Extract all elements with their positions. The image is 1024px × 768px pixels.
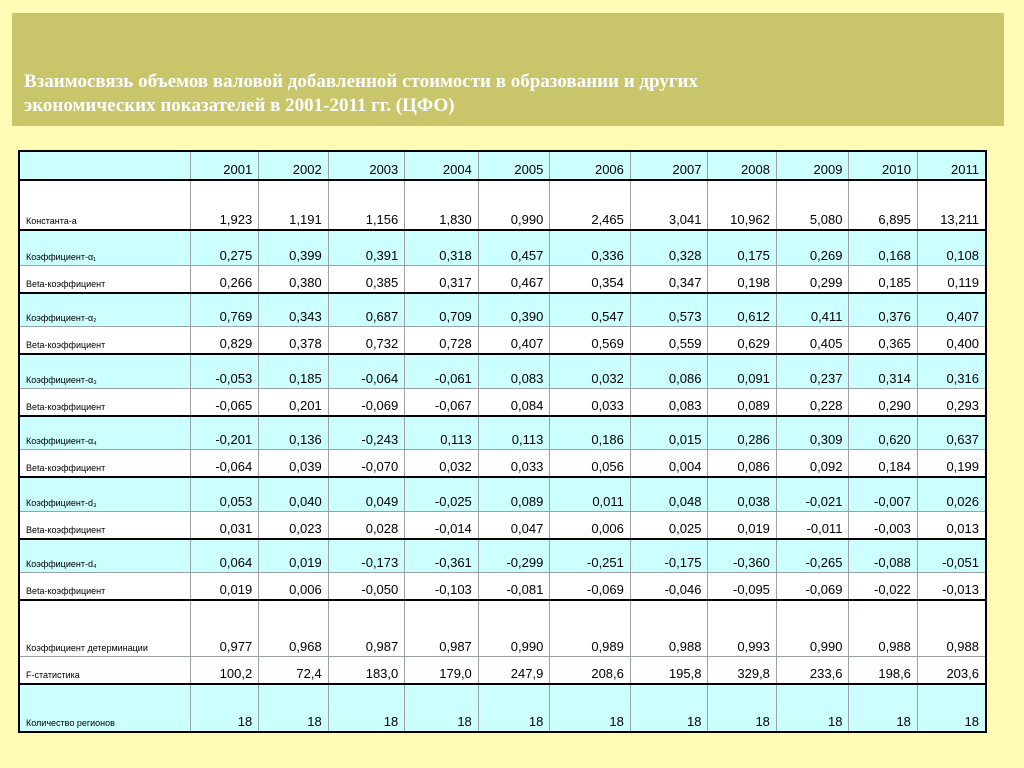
value-cell: -0,103	[405, 572, 479, 600]
value-cell: 0,199	[917, 449, 986, 477]
value-cell: 0,378	[259, 326, 329, 354]
value-cell: 0,732	[328, 326, 405, 354]
row-label: Коэффициент-α₄	[19, 416, 190, 449]
value-cell: 18	[190, 684, 258, 732]
title-line-2: экономических показателей в 2001-2011 гг. (ЦФО)	[24, 95, 455, 116]
value-cell: 203,6	[917, 656, 986, 684]
value-cell: 0,084	[478, 388, 550, 416]
row-label: Beta-коэффициент	[19, 449, 190, 477]
value-cell: -0,088	[849, 539, 917, 572]
value-cell: 0,092	[776, 449, 849, 477]
value-cell: -0,007	[849, 477, 917, 511]
table-row	[19, 388, 986, 416]
value-cell: 0,293	[917, 388, 986, 416]
value-cell: -0,051	[917, 539, 986, 572]
value-cell: 0,988	[849, 600, 917, 656]
value-cell: -0,201	[190, 416, 258, 449]
value-cell: 0,390	[478, 293, 550, 326]
value-cell: 1,923	[190, 180, 258, 230]
year-header: 2002	[259, 151, 329, 180]
row-label: Beta-коэффициент	[19, 511, 190, 539]
value-cell: -0,069	[550, 572, 631, 600]
value-cell: 233,6	[776, 656, 849, 684]
value-cell: 0,004	[630, 449, 708, 477]
value-cell: 72,4	[259, 656, 329, 684]
value-cell: 0,612	[708, 293, 776, 326]
value-cell: 179,0	[405, 656, 479, 684]
table-row	[19, 511, 986, 539]
table-row	[19, 230, 986, 265]
value-cell: 0,990	[478, 180, 550, 230]
value-cell: 0,136	[259, 416, 329, 449]
title-banner	[12, 13, 1004, 126]
value-cell: -0,013	[917, 572, 986, 600]
value-cell: 0,013	[917, 511, 986, 539]
value-cell: 1,156	[328, 180, 405, 230]
value-cell: 0,011	[550, 477, 631, 511]
value-cell: -0,050	[328, 572, 405, 600]
value-cell: -0,299	[478, 539, 550, 572]
value-cell: 0,314	[849, 354, 917, 388]
value-cell: 0,269	[776, 230, 849, 265]
value-cell: 0,184	[849, 449, 917, 477]
value-cell: 0,228	[776, 388, 849, 416]
value-cell: 0,006	[550, 511, 631, 539]
value-cell: 0,089	[478, 477, 550, 511]
value-cell: -0,069	[776, 572, 849, 600]
table-row	[19, 326, 986, 354]
value-cell: 0,119	[917, 265, 986, 293]
value-cell: 18	[776, 684, 849, 732]
value-cell: 0,637	[917, 416, 986, 449]
value-cell: 0,040	[259, 477, 329, 511]
row-label: Коэффициент-α₃	[19, 354, 190, 388]
row-label: Константа-а	[19, 180, 190, 230]
value-cell: 0,019	[708, 511, 776, 539]
value-cell: 0,266	[190, 265, 258, 293]
value-cell: -0,173	[328, 539, 405, 572]
value-cell: 0,048	[630, 477, 708, 511]
value-cell: 0,091	[708, 354, 776, 388]
year-header: 2004	[405, 151, 479, 180]
value-cell: 0,032	[550, 354, 631, 388]
value-cell: 0,405	[776, 326, 849, 354]
row-label: Коэффициент-α₂	[19, 293, 190, 326]
value-cell: 0,015	[630, 416, 708, 449]
value-cell: 0,023	[259, 511, 329, 539]
value-cell: 0,380	[259, 265, 329, 293]
value-cell: 0,006	[259, 572, 329, 600]
value-cell: 0,829	[190, 326, 258, 354]
table-row	[19, 449, 986, 477]
value-cell: 18	[405, 684, 479, 732]
value-cell: 0,400	[917, 326, 986, 354]
table-row	[19, 656, 986, 684]
value-cell: -0,021	[776, 477, 849, 511]
value-cell: 0,033	[478, 449, 550, 477]
value-cell: 0,391	[328, 230, 405, 265]
value-cell: 0,354	[550, 265, 631, 293]
value-cell: 0,108	[917, 230, 986, 265]
value-cell: -0,046	[630, 572, 708, 600]
value-cell: 0,376	[849, 293, 917, 326]
value-cell: 0,990	[776, 600, 849, 656]
value-cell: 0,385	[328, 265, 405, 293]
value-cell: -0,053	[190, 354, 258, 388]
value-cell: 0,968	[259, 600, 329, 656]
value-cell: 0,547	[550, 293, 631, 326]
value-cell: 0,039	[259, 449, 329, 477]
value-cell: 0,237	[776, 354, 849, 388]
value-cell: 0,185	[849, 265, 917, 293]
value-cell: 329,8	[708, 656, 776, 684]
row-label: Коэффициент-d₄	[19, 539, 190, 572]
table-row	[19, 477, 986, 511]
value-cell: 0,031	[190, 511, 258, 539]
title-line-1: Взаимосвязь объемов валовой добавленной стоимости в образовании и других	[24, 71, 698, 92]
value-cell: 18	[259, 684, 329, 732]
value-cell: -0,243	[328, 416, 405, 449]
table-header-row	[19, 151, 986, 180]
value-cell: -0,360	[708, 539, 776, 572]
value-cell: 247,9	[478, 656, 550, 684]
value-cell: 1,191	[259, 180, 329, 230]
value-cell: -0,011	[776, 511, 849, 539]
value-cell: 0,186	[550, 416, 631, 449]
row-label: Beta-коэффициент	[19, 326, 190, 354]
value-cell: 18	[708, 684, 776, 732]
value-cell: 0,032	[405, 449, 479, 477]
value-cell: -0,025	[405, 477, 479, 511]
value-cell: 0,687	[328, 293, 405, 326]
value-cell: 18	[849, 684, 917, 732]
value-cell: 1,830	[405, 180, 479, 230]
page-title	[24, 70, 698, 118]
value-cell: 0,028	[328, 511, 405, 539]
value-cell: 0,343	[259, 293, 329, 326]
table-row	[19, 293, 986, 326]
value-cell: 0,411	[776, 293, 849, 326]
year-header: 2003	[328, 151, 405, 180]
value-cell: 0,988	[630, 600, 708, 656]
year-header: 2009	[776, 151, 849, 180]
table-row	[19, 600, 986, 656]
value-cell: 0,559	[630, 326, 708, 354]
value-cell: 0,318	[405, 230, 479, 265]
year-header: 2007	[630, 151, 708, 180]
value-cell: -0,064	[190, 449, 258, 477]
row-label: F-статистика	[19, 656, 190, 684]
value-cell: 0,993	[708, 600, 776, 656]
table-row	[19, 180, 986, 230]
value-cell: -0,067	[405, 388, 479, 416]
value-cell: 0,328	[630, 230, 708, 265]
value-cell: 195,8	[630, 656, 708, 684]
value-cell: 0,336	[550, 230, 631, 265]
value-cell: -0,003	[849, 511, 917, 539]
value-cell: 0,467	[478, 265, 550, 293]
value-cell: 0,083	[630, 388, 708, 416]
value-cell: 183,0	[328, 656, 405, 684]
value-cell: -0,014	[405, 511, 479, 539]
value-cell: 18	[550, 684, 631, 732]
value-cell: 0,113	[405, 416, 479, 449]
value-cell: 6,895	[849, 180, 917, 230]
value-cell: 0,086	[708, 449, 776, 477]
header-corner-cell	[19, 151, 190, 180]
value-cell: 0,168	[849, 230, 917, 265]
year-header: 2006	[550, 151, 631, 180]
value-cell: 0,198	[708, 265, 776, 293]
value-cell: 0,064	[190, 539, 258, 572]
year-header: 2008	[708, 151, 776, 180]
value-cell: 0,275	[190, 230, 258, 265]
table-row	[19, 265, 986, 293]
value-cell: 0,407	[917, 293, 986, 326]
value-cell: 13,211	[917, 180, 986, 230]
value-cell: 0,053	[190, 477, 258, 511]
value-cell: 0,019	[259, 539, 329, 572]
value-cell: 0,309	[776, 416, 849, 449]
value-cell: 0,407	[478, 326, 550, 354]
table-row	[19, 572, 986, 600]
row-label: Коэффициент-α₁	[19, 230, 190, 265]
value-cell: 0,629	[708, 326, 776, 354]
value-cell: 0,769	[190, 293, 258, 326]
value-cell: 0,056	[550, 449, 631, 477]
value-cell: 100,2	[190, 656, 258, 684]
value-cell: 5,080	[776, 180, 849, 230]
value-cell: 0,317	[405, 265, 479, 293]
value-cell: 3,041	[630, 180, 708, 230]
value-cell: 0,989	[550, 600, 631, 656]
value-cell: 0,113	[478, 416, 550, 449]
value-cell: 0,569	[550, 326, 631, 354]
value-cell: -0,361	[405, 539, 479, 572]
value-cell: 0,286	[708, 416, 776, 449]
value-cell: 0,201	[259, 388, 329, 416]
row-label: Коэффициент-d₃	[19, 477, 190, 511]
value-cell: 2,465	[550, 180, 631, 230]
year-header: 2011	[917, 151, 986, 180]
table-row	[19, 354, 986, 388]
value-cell: 198,6	[849, 656, 917, 684]
row-label: Количество регионов	[19, 684, 190, 732]
value-cell: 0,987	[405, 600, 479, 656]
value-cell: 0,728	[405, 326, 479, 354]
value-cell: 0,316	[917, 354, 986, 388]
value-cell: -0,070	[328, 449, 405, 477]
value-cell: 0,990	[478, 600, 550, 656]
value-cell: 0,620	[849, 416, 917, 449]
value-cell: 0,290	[849, 388, 917, 416]
value-cell: -0,081	[478, 572, 550, 600]
value-cell: 0,175	[708, 230, 776, 265]
value-cell: 10,962	[708, 180, 776, 230]
value-cell: 18	[630, 684, 708, 732]
value-cell: 0,038	[708, 477, 776, 511]
table-row	[19, 539, 986, 572]
value-cell: 0,047	[478, 511, 550, 539]
value-cell: -0,265	[776, 539, 849, 572]
value-cell: 0,033	[550, 388, 631, 416]
value-cell: -0,022	[849, 572, 917, 600]
value-cell: 208,6	[550, 656, 631, 684]
value-cell: 0,025	[630, 511, 708, 539]
value-cell: 0,457	[478, 230, 550, 265]
value-cell: -0,251	[550, 539, 631, 572]
value-cell: -0,095	[708, 572, 776, 600]
value-cell: 0,977	[190, 600, 258, 656]
row-label: Коэффициент детерминации	[19, 600, 190, 656]
value-cell: 0,185	[259, 354, 329, 388]
row-label: Beta-коэффициент	[19, 572, 190, 600]
value-cell: -0,064	[328, 354, 405, 388]
value-cell: 0,987	[328, 600, 405, 656]
value-cell: 18	[328, 684, 405, 732]
value-cell: 18	[478, 684, 550, 732]
value-cell: 0,089	[708, 388, 776, 416]
value-cell: -0,069	[328, 388, 405, 416]
regression-table	[18, 150, 987, 733]
value-cell: 18	[917, 684, 986, 732]
row-label: Beta-коэффициент	[19, 388, 190, 416]
year-header: 2005	[478, 151, 550, 180]
value-cell: 0,049	[328, 477, 405, 511]
value-cell: -0,175	[630, 539, 708, 572]
value-cell: 0,365	[849, 326, 917, 354]
row-label: Beta-коэффициент	[19, 265, 190, 293]
value-cell: 0,709	[405, 293, 479, 326]
value-cell: -0,065	[190, 388, 258, 416]
year-header: 2010	[849, 151, 917, 180]
table-row	[19, 684, 986, 732]
value-cell: 0,988	[917, 600, 986, 656]
value-cell: 0,086	[630, 354, 708, 388]
value-cell: 0,399	[259, 230, 329, 265]
value-cell: 0,019	[190, 572, 258, 600]
year-header: 2001	[190, 151, 258, 180]
value-cell: 0,026	[917, 477, 986, 511]
table-row	[19, 416, 986, 449]
value-cell: 0,083	[478, 354, 550, 388]
value-cell: 0,573	[630, 293, 708, 326]
value-cell: 0,299	[776, 265, 849, 293]
value-cell: -0,061	[405, 354, 479, 388]
value-cell: 0,347	[630, 265, 708, 293]
